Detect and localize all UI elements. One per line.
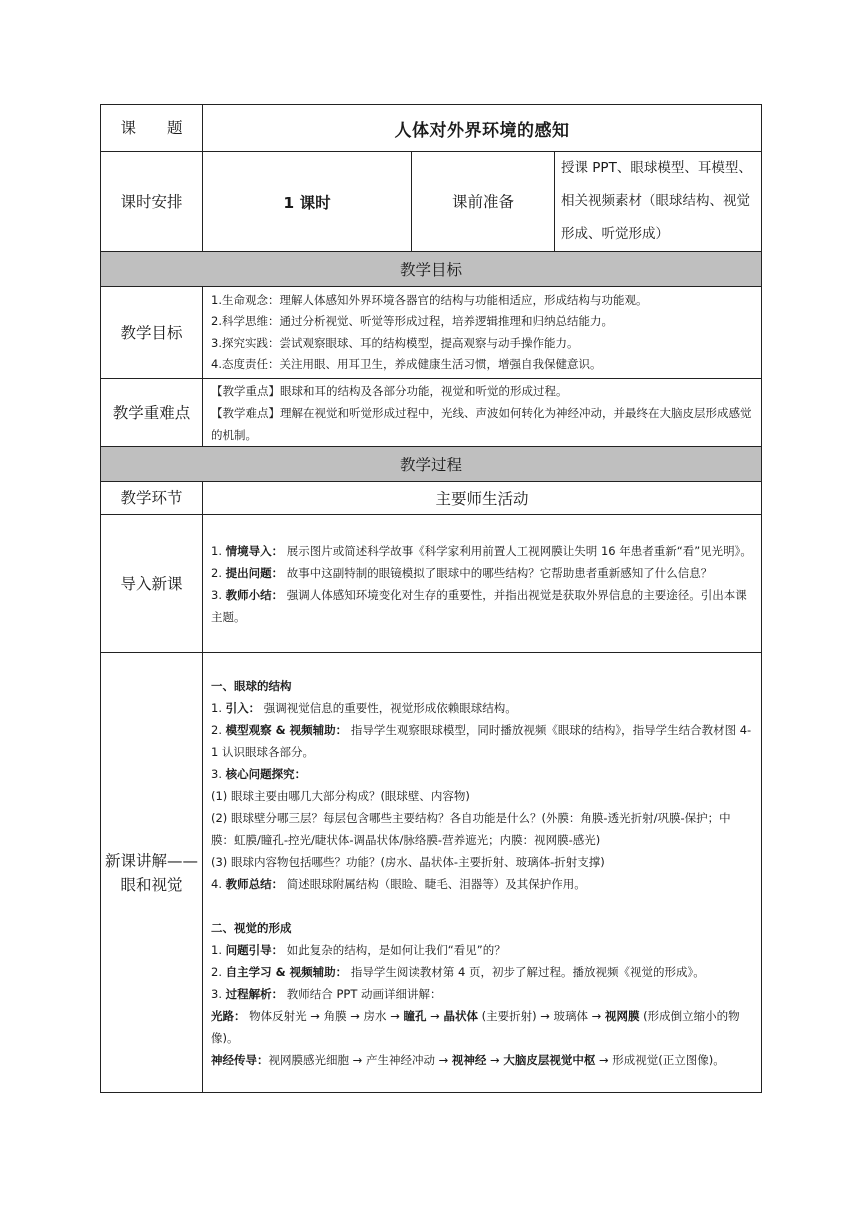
item-text: 如此复杂的结构，是如何让我们“看见”的？ bbox=[283, 942, 506, 957]
item-heading: 问题引导： bbox=[225, 942, 284, 957]
part1-item bbox=[211, 873, 753, 895]
item-text: 指导学生观察眼球模型，同时播放视频《眼球的结构》，指导学生结合教材图 4-1 认识眼球各部分。 bbox=[211, 722, 752, 759]
lesson-label: 新课讲解——眼和视觉 bbox=[101, 653, 203, 1093]
part2-item bbox=[211, 961, 753, 983]
light-path-line bbox=[211, 1005, 753, 1049]
item-text: 展示图片或简述科学故事《科学家利用前置人工视网膜让失明 16 年患者重新“看”见光明》。 bbox=[283, 543, 752, 558]
part1-title bbox=[211, 675, 753, 697]
intro-item bbox=[211, 584, 753, 628]
item-heading: 引入： bbox=[225, 700, 261, 715]
item-number: 4. bbox=[211, 876, 226, 891]
part2-title bbox=[211, 917, 753, 939]
key-points-content bbox=[203, 379, 762, 447]
item-text: 简述眼球附属结构（眼睑、睫毛、泪器等）及其保护作用。 bbox=[283, 876, 586, 891]
item-number: 2. bbox=[211, 565, 226, 580]
light-path-label: 光路： bbox=[211, 1008, 246, 1023]
part2-item bbox=[211, 983, 753, 1005]
item-heading: 提出问题： bbox=[225, 565, 284, 580]
prep-value: 授课 PPT、眼球模型、耳模型、相关视频素材（眼球结构、视觉形成、听觉形成） bbox=[555, 152, 762, 252]
item-heading: 教师小结： bbox=[225, 587, 284, 602]
goal-item: 2.科学思维：通过分析视觉、听觉等形成过程，培养逻辑推理和归纳总结能力。 bbox=[211, 314, 613, 328]
item-heading: 情境导入： bbox=[225, 543, 284, 558]
section-spacer bbox=[211, 895, 753, 917]
light-path-text: 物体反射光 → 角膜 → 房水 → bbox=[245, 1008, 404, 1023]
item-text: 强调人体感知环境变化对生存的重要性，并指出视觉是获取外界信息的主要途径。引出本课主题。 bbox=[211, 587, 747, 624]
nerve-key: 视神经 bbox=[451, 1052, 487, 1067]
intro-item bbox=[211, 562, 753, 584]
focus-tag: 【教学重点】 bbox=[211, 383, 280, 398]
process-band: 教学过程 bbox=[101, 447, 762, 482]
goals-band: 教学目标 bbox=[101, 252, 762, 287]
hours-label: 课时安排 bbox=[101, 152, 203, 252]
item-number: 1. bbox=[211, 942, 226, 957]
part2-title-text: 二、视觉的形成 bbox=[211, 920, 292, 935]
light-path-key: 视网膜 bbox=[604, 1008, 640, 1023]
item-heading: 自主学习 & 视频辅助： bbox=[225, 964, 348, 979]
goal-item: 4.态度责任：关注用眼、用耳卫生，养成健康生活习惯，增强自我保健意识。 bbox=[211, 357, 602, 371]
item-text: 故事中这副特制的眼镜模拟了眼球中的哪些结构？它帮助患者重新感知了什么信息？ bbox=[283, 565, 713, 580]
item-number: 3. bbox=[211, 766, 226, 781]
light-path-text: → bbox=[426, 1008, 444, 1023]
item-text: 教师结合 PPT 动画详细讲解： bbox=[283, 986, 442, 1001]
item-number: 1. bbox=[211, 543, 226, 558]
intro-label: 导入新课 bbox=[101, 515, 203, 653]
nerve-line bbox=[211, 1049, 753, 1071]
difficulty-tag: 【教学难点】 bbox=[211, 405, 280, 420]
topic-title: 人体对外界环境的感知 bbox=[203, 105, 762, 152]
goals-content bbox=[203, 287, 762, 379]
part1-item bbox=[211, 785, 753, 807]
intro-item bbox=[211, 540, 753, 562]
light-path-text: (形成倒立缩小的物像)。 bbox=[211, 1008, 740, 1045]
item-text: (1) 眼球主要由哪几大部分构成？(眼球壁、内容物) bbox=[211, 788, 470, 803]
prep-label: 课前准备 bbox=[412, 152, 555, 252]
light-path-key: 晶状体 bbox=[443, 1008, 478, 1023]
part1-item bbox=[211, 719, 753, 763]
goal-item: 3.探究实践：尝试观察眼球、耳的结构模型，提高观察与动手操作能力。 bbox=[211, 335, 579, 350]
process-col2-header: 主要师生活动 bbox=[203, 482, 762, 515]
key-points-label: 教学重难点 bbox=[101, 379, 203, 447]
part1-item bbox=[211, 697, 753, 719]
item-number: 3. bbox=[211, 986, 226, 1001]
part1-item bbox=[211, 763, 753, 785]
nerve-text: 视网膜感光细胞 → 产生神经冲动 → bbox=[268, 1052, 452, 1067]
part2-item bbox=[211, 939, 753, 961]
difficulty-text: 理解在视觉和听觉形成过程中，光线、声波如何转化为神经冲动，并最终在大脑皮层形成感觉的机制。 bbox=[211, 405, 752, 442]
item-number: 2. bbox=[211, 964, 226, 979]
item-text: 指导学生阅读教材第 4 页，初步了解过程。播放视频《视觉的形成》。 bbox=[347, 964, 705, 979]
nerve-key: 大脑皮层视觉中枢 bbox=[503, 1052, 596, 1067]
item-text: (2) 眼球壁分哪三层？每层包含哪些主要结构？各自功能是什么？(外膜：角膜-透光折射/巩膜-保护；中膜：虹膜/瞳孔-控光/睫状体-调晶状体/脉络膜-营养遮光；内膜：视网膜-感光) bbox=[211, 810, 731, 847]
goal-item: 1.生命观念：理解人体感知外界环境各器官的结构与功能相适应，形成结构与功能观。 bbox=[211, 292, 648, 307]
light-path-text: (主要折射) → 玻璃体 → bbox=[477, 1008, 605, 1023]
item-text: (3) 眼球内容物包括哪些？功能？(房水、晶状体-主要折射、玻璃体-折射支撑) bbox=[211, 854, 605, 869]
intro-content bbox=[203, 515, 762, 653]
nerve-text: → 形成视觉(正立图像)。 bbox=[595, 1052, 725, 1067]
lesson-plan-table bbox=[100, 104, 762, 1093]
focus-line bbox=[211, 380, 753, 402]
topic-label: 课 题 bbox=[101, 105, 203, 152]
part1-title-text: 一、眼球的结构 bbox=[211, 678, 292, 693]
part1-item bbox=[211, 851, 753, 873]
item-number: 2. bbox=[211, 722, 226, 737]
item-heading: 模型观察 & 视频辅助： bbox=[225, 722, 348, 737]
light-path-key: 瞳孔 bbox=[403, 1008, 427, 1023]
nerve-text: → bbox=[486, 1052, 504, 1067]
focus-text: 眼球和耳的结构及各部分功能，视觉和听觉的形成过程。 bbox=[280, 383, 568, 398]
item-heading: 过程解析： bbox=[225, 986, 284, 1001]
difficulty-line bbox=[211, 402, 753, 446]
part1-item bbox=[211, 807, 753, 851]
item-text: 强调视觉信息的重要性，视觉形成依赖眼球结构。 bbox=[260, 700, 517, 715]
item-number: 1. bbox=[211, 700, 226, 715]
lesson-content bbox=[203, 653, 762, 1093]
item-heading: 教师总结： bbox=[225, 876, 284, 891]
nerve-label: 神经传导： bbox=[211, 1052, 269, 1067]
hours-value: 1 课时 bbox=[203, 152, 412, 252]
item-heading: 核心问题探究： bbox=[225, 766, 307, 781]
goals-label: 教学目标 bbox=[101, 287, 203, 379]
process-col1-header: 教学环节 bbox=[101, 482, 203, 515]
item-number: 3. bbox=[211, 587, 226, 602]
